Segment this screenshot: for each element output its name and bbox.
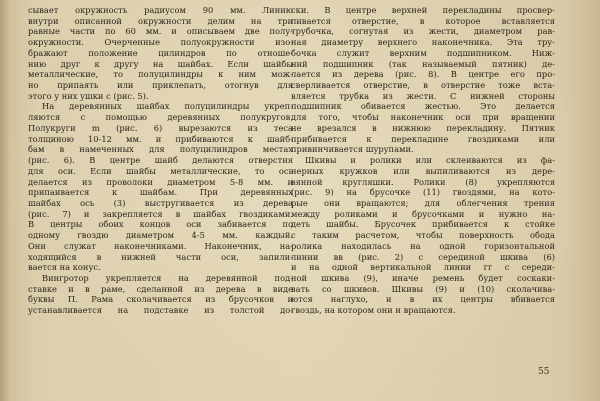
- text-line: этого у них ушки с (рис. 5).: [28, 90, 149, 101]
- text-line: толщиною 10-12 мм. и прибиваются к шайб-: [28, 133, 293, 144]
- text-line: ний подшипник (так называемый пятник) де-: [291, 58, 555, 69]
- text-line: прибивается к перекладине гвоздиками или: [291, 133, 555, 144]
- text-line: ходящийся в нижней части оси, запили-: [28, 251, 293, 262]
- text-line: металлические, то полуцилиндры к ним мож-: [28, 69, 293, 80]
- text-line: внутри описанной окружности делим на три: [28, 15, 293, 26]
- text-line: В центры обоих концов оси забивается по: [28, 219, 293, 230]
- text-line: с таким расчетом, чтобы поверхность обода: [291, 230, 555, 241]
- page-number: 55: [538, 367, 550, 377]
- text-line: вянной кругляшки. Ролики (8) укрепляются: [291, 176, 555, 187]
- text-line: Шкивы и ролики или склеиваются из фа-: [305, 155, 555, 166]
- text-line: (рис. 9) на брусочке (11) гвоздями, на кото-: [291, 187, 555, 198]
- text-line: для оси. Если шайбы металлические, то ось: [28, 165, 293, 176]
- text-line: трубочка, согнутая из жести, диаметром рав-: [291, 26, 555, 37]
- text-line: нерных кружков или выпиливаются из дере-: [291, 165, 555, 176]
- right-text-column: [291, 5, 555, 316]
- text-line: привинчивается шурупами.: [291, 144, 414, 155]
- text-line: вать со шкивов. Шкивы (9) и (10) сколачива-: [291, 283, 555, 294]
- text-line: но припаять или приклепать, отогнув для: [28, 80, 293, 91]
- text-line: шайбах ось (3) выстругивается из дерева: [28, 197, 293, 208]
- text-line: делается из проволоки диаметром 5-8 мм. и: [28, 176, 293, 187]
- text-line: гвоздь, на котором они и вращаются.: [291, 305, 456, 316]
- text-line: не врезался в нижнюю перекладину. Пятник: [291, 122, 555, 133]
- text-line: рые они вращаются; для облегчения трения: [291, 197, 555, 208]
- text-line: ной шкива (9), иначе ремень будет соскаки-: [291, 272, 555, 283]
- text-line: Полукруги m (рис. 6) вырезаются из теса: [28, 122, 293, 133]
- text-line: ляются с помощью деревянных полукругов.: [28, 112, 293, 123]
- text-line: ставке и в раме, сделанной из дерева в виде: [28, 283, 293, 294]
- text-line: окружности. Очерченные полуокружности изо-: [28, 37, 293, 48]
- page-edge-shadow: [0, 0, 10, 401]
- text-line: ная диаметру верхнего наконечника. Эта тру-: [291, 37, 555, 48]
- text-line: между роликами и брусочками и нужно на-: [291, 208, 555, 219]
- text-line: ролика находилась на одной горизонтальной: [291, 240, 555, 251]
- text-line: бочка служит верхним подшипником. Ниж-: [291, 47, 555, 58]
- text-line: линии вв (рис. 2) с серединой шкива (6): [291, 251, 555, 262]
- text-line: вляется трубка из жести. С нижней стороны: [291, 90, 555, 101]
- text-line: ются наглухо, и в их центры вбивается: [291, 294, 555, 305]
- text-line: (рис. 7) и закрепляется в шайбах гвоздиками.: [28, 208, 293, 219]
- text-line: На деревянных шайбах полуцилиндры укреп-: [42, 101, 293, 112]
- text-line: ски. В центре верхней перекладины просвер-: [291, 5, 555, 15]
- text-line: Они служат наконечниками. Наконечник, на-: [28, 240, 293, 251]
- text-line: буквы П. Рама сколачивается из брусочков и: [28, 294, 293, 305]
- text-line: нию друг к другу на шайбах. Если шайбы: [28, 58, 293, 69]
- text-line: для того, чтобы наконечник оси при вращении: [291, 112, 555, 123]
- text-line: деть шайбы. Брусочек прибивается к стойке: [291, 219, 555, 230]
- text-line: припаивается к шайбам. При деревянных: [28, 187, 293, 198]
- text-line: бражают положение цилиндров по отноше-: [28, 47, 293, 58]
- text-line: вается на конус.: [28, 262, 101, 273]
- text-line: одному гвоздю диаметром 4-5 мм. каждый.: [28, 230, 293, 241]
- text-line: (рис. 6). В центре шайб делаются отверстия: [28, 155, 293, 166]
- text-line: и на одной вертикальной линии гг с середи-: [291, 262, 555, 273]
- text-line: сверливается отверстие, в отверстие тоже вста-: [291, 80, 555, 91]
- text-line: ливается отверстие, в которое вставляется: [291, 15, 555, 26]
- text-line: равные части по 60 мм. и описываем две полу-: [28, 26, 293, 37]
- text-line: подшипник обивается жестью. Это делается: [291, 101, 555, 112]
- text-line: Вингротор укрепляется на деревянной под-: [42, 272, 293, 283]
- text-line: бам в намеченных для полуцилиндров местах: [28, 144, 293, 155]
- text-line: устанавливается на подставке из толстой до-: [28, 305, 293, 316]
- text-line: лается из дерева (рис. 8). В центре его про-: [291, 69, 555, 80]
- left-text-column: [28, 5, 293, 316]
- text-line: сывает окружность радиусом 90 мм. Линию: [28, 5, 293, 15]
